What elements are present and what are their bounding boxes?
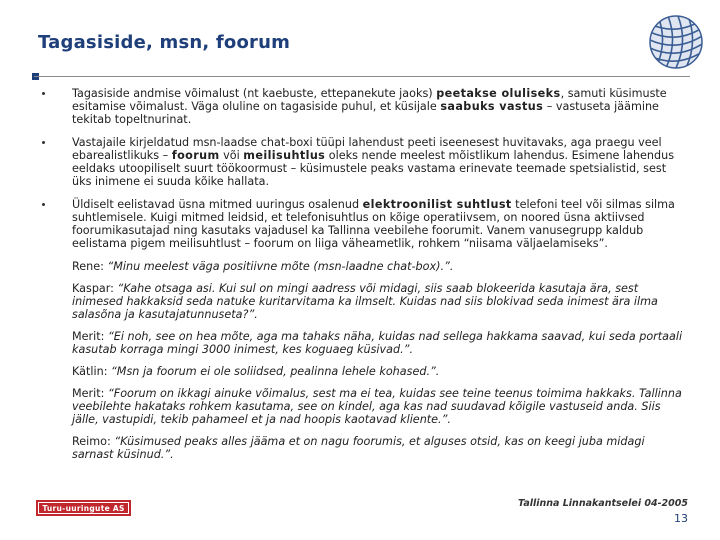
bullet-dot-icon [42, 141, 45, 144]
bullet-dot-icon [42, 92, 45, 95]
quote-text: “Minu meelest väga positiivne mõte (msn-laadne chat-box).”. [107, 260, 454, 273]
quote-item [36, 282, 686, 321]
bullet-emphasis: foorum [171, 149, 220, 162]
bullet-text: või [219, 149, 244, 162]
quote-item [36, 260, 686, 273]
quote-speaker: Merit: [72, 387, 108, 400]
quote-text: “Foorum on ikkagi ainuke võimalus, sest ma ei tea, kuidas see teine teenus toimima hakkaks. Tallinna veebilehte hakataks rohkem kasutama, see on kindel, aga kas nad suudavad kõigile vastuseid anda. Siis jälle, vastupidi, tekib pahameel et ja nad hoopis kaotavad kliente.”. [72, 387, 682, 426]
bullet-emphasis: peetakse oluliseks [436, 87, 561, 100]
bullet-text: oleks nende meelest mõistlikum lahendus. Esimene lahendus eeldaks utoopiliselt suurt töökoormust – küsimustele peaks vastama erinevate teemade spetsialistid, sest üks inimene ei suuda kõike hallata. [72, 149, 675, 188]
quote-speaker: Rene: [72, 260, 108, 273]
quote-speaker: Merit: [72, 330, 108, 343]
bullet-text: Vastajaile kirjeldatud msn-laadse chat-boxi tüüpi lahendust peeti iseenesest huvitavaks, aga praegu veel ebarealistlikuks – [72, 136, 662, 162]
quote-item [36, 435, 686, 461]
bullet-text: – vastuseta jäämine tekitab topeltnurinat. [72, 100, 659, 126]
bullet-emphasis: elektroonilist suhtlust [362, 198, 512, 211]
quote-text: “Ei noh, see on hea mõte, aga ma tahaks näha, kuidas nad sellega hakkama saavad, kui seda portaali kasutab korraga mingi 3000 inimest, kes koguaeg küsivad.”. [72, 330, 683, 356]
quote-text: “Küsimused peaks alles jääma et on nagu foorumis, et alguses otsid, kas on keegi juba midagi sarnast küsinud.”. [72, 435, 645, 461]
bullet-text: telefoni teel või silmas silma suhtlemisele. Kuigi mitmed leidsid, et telefonisuhtlus on kõige operatiivsem, on noored üsna aktiivsed foorumikasutajad ning kasutaks vajadusel ka Tallinna veebilehe foorumit. Vanem vanusegrupp kaldub eelistama pigem meilisuhtlust – foorum on liiga väheametlik, rohkem “niisama väljaelamiseks”. [72, 198, 675, 250]
quote-item [36, 387, 686, 426]
bullet-dot-icon [42, 203, 45, 206]
quote-speaker: Kaspar: [72, 282, 118, 295]
quote-speaker: Reimo: [72, 435, 115, 448]
bullet-text: Üldiselt eelistavad üsna mitmed uuringus osalenud [72, 198, 363, 211]
quote-speaker: Kätlin: [72, 365, 112, 378]
page-title: Tagasiside, msn, foorum [38, 32, 291, 53]
bullet-emphasis: meilisuhtlus [243, 149, 326, 162]
bullet-text: Tagasiside andmise võimalust (nt kaebuste, ettepanekute jaoks) [72, 87, 437, 100]
page-number: 13 [674, 512, 688, 525]
bullet-text: , samuti küsimuste esitamise võimalust. Väga oluline on tagasiside puhul, et küsijale [72, 87, 667, 113]
company-logo-text: Turu-uuringute AS [42, 503, 125, 513]
bullet-item [36, 87, 686, 126]
bullet-emphasis: saabuks vastus [440, 100, 544, 113]
quote-item [36, 330, 686, 356]
slide-content [36, 87, 686, 470]
bullet-item [36, 136, 686, 188]
company-logo [36, 500, 131, 516]
quote-item [36, 365, 686, 378]
quote-text: “Kahe otsaga asi. Kui sul on mingi aadress või midagi, siis saab blokeerida kasutaja ära, sest inimesed hakkaksid seda natuke kuritarvitama ka ilmselt. Kuidas nad siis blokivad seda inimest ära ilma salasõna ja kasutajatunnuseta?”. [72, 282, 658, 321]
bullet-item [36, 198, 686, 250]
footer-organization: Tallinna Linnakantselei 04-2005 [517, 498, 688, 509]
title-divider [34, 76, 690, 77]
quote-text: “Msn ja foorum ei ole soliidsed, pealinna lehele kohased.”. [111, 365, 440, 378]
globe-logo-icon [648, 14, 704, 70]
